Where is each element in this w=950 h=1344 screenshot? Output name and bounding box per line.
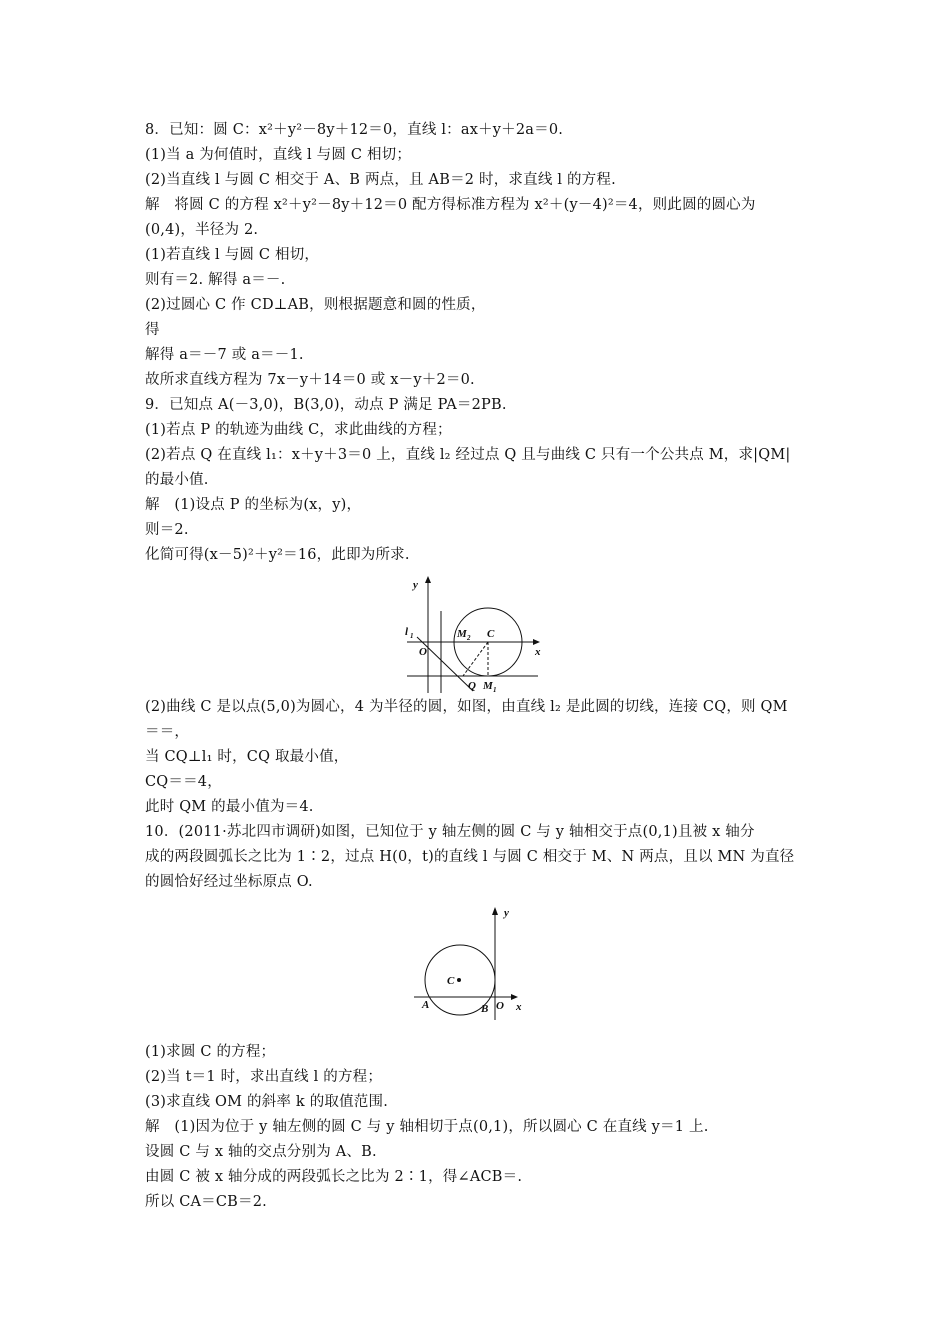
- problem-10-part-3: (3)求直线 OM 的斜率 k 的取值范围.: [145, 1094, 389, 1110]
- fig1-label-m1-sub: 1: [493, 686, 497, 694]
- fig2-y-arrow: [492, 907, 498, 915]
- fig2-center-dot: [457, 978, 461, 982]
- solution-8-line-5: (2)过圆心 C 作 CD⊥AB，则根据题意和圆的性质，: [145, 297, 486, 313]
- solution-8-line-4: 则有＝2. 解得 a＝－.: [145, 272, 286, 288]
- fig1-label-l1-sub: 1: [410, 632, 414, 640]
- solution-9-part-2-line-4: CQ＝＝4，: [145, 774, 222, 790]
- solution-8-line-8: 故所求直线方程为 7x－y＋14＝0 或 x－y＋2＝0.: [145, 372, 475, 388]
- fig1-label-o: O: [419, 646, 427, 658]
- problem-9-part-2-cont: 的最小值.: [145, 472, 209, 488]
- fig1-label-m2: M: [457, 628, 467, 640]
- fig2-label-b: B: [481, 1003, 489, 1015]
- problem-9-part-1: (1)若点 P 的轨迹为曲线 C，求此曲线的方程；: [145, 422, 452, 438]
- fig1-segment-cq: [463, 642, 488, 676]
- fig1-label-m1: M: [483, 680, 493, 692]
- fig2-label-x: x: [516, 1001, 522, 1013]
- solution-9-line-2: 则＝2.: [145, 522, 189, 538]
- problem-8-part-2: (2)当直线 l 与圆 C 相交于 A、B 两点，且 AB＝2 时，求直线 l 的方程.: [145, 172, 616, 188]
- figure-1-diagram: [395, 573, 555, 695]
- fig1-label-x: x: [535, 646, 541, 658]
- fig1-x-arrow: [533, 639, 540, 645]
- fig2-label-a: A: [422, 999, 430, 1011]
- solution-9-part-2-line-1: (2)曲线 C 是以点(5,0)为圆心，4 为半径的圆，如图，由直线 l₂ 是此圆的切线，连接 CQ，则 QM: [145, 699, 788, 715]
- solution-8-line-2: (0,4)，半径为 2.: [145, 222, 259, 238]
- problem-8-part-1: (1)当 a 为何值时，直线 l 与圆 C 相切；: [145, 147, 412, 163]
- problem-9-part-2: (2)若点 Q 在直线 l₁：x＋y＋3＝0 上，直线 l₂ 经过点 Q 且与曲线 C 只有一个公共点 M，求|QM|: [145, 447, 791, 463]
- solution-8-line-7: 解得 a＝－7 或 a＝－1.: [145, 347, 304, 363]
- problem-10-statement-1: 10．(2011·苏北四市调研)如图，已知位于 y 轴左侧的圆 C 与 y 轴相交于点(0,1)且被 x 轴分: [145, 824, 755, 840]
- fig1-label-m2-sub: 2: [467, 634, 471, 642]
- problem-9-statement: 9．已知点 A(－3,0)，B(3,0)，动点 P 满足 PA＝2PB.: [145, 397, 507, 413]
- fig1-label-l1: l: [405, 626, 409, 638]
- problem-10-part-2: (2)当 t＝1 时，求出直线 l 的方程；: [145, 1069, 383, 1085]
- solution-10-line-2: 设圆 C 与 x 轴的交点分别为 A、B.: [145, 1144, 377, 1160]
- solution-9-part-2-line-5: 此时 QM 的最小值为＝4.: [145, 799, 314, 815]
- solution-9-line-3: 化简可得(x－5)²＋y²＝16，此即为所求.: [145, 547, 410, 563]
- fig1-label-y: y: [413, 579, 418, 591]
- solution-8-line-6: 得: [145, 322, 160, 338]
- problem-8-statement: 8．已知：圆 C：x²＋y²－8y＋12＝0，直线 l：ax＋y＋2a＝0.: [145, 122, 564, 138]
- fig1-y-arrow: [425, 576, 431, 583]
- solution-9-part-2-line-2: ＝＝，: [145, 724, 190, 740]
- solution-8-line-3: (1)若直线 l 与圆 C 相切，: [145, 247, 320, 263]
- problem-10-statement-3: 的圆恰好经过坐标原点 O.: [145, 874, 313, 890]
- solution-10-line-3: 由圆 C 被 x 轴分成的两段弧长之比为 2∶1，得∠ACB＝.: [145, 1169, 523, 1185]
- solution-8-line-1: 解 将圆 C 的方程 x²＋y²－8y＋12＝0 配方得标准方程为 x²＋(y－4)²＝4，则此圆的圆心为: [145, 197, 756, 213]
- figure-2-diagram: [412, 900, 542, 1025]
- solution-10-line-4: 所以 CA＝CB＝2.: [145, 1194, 267, 1210]
- fig2-label-o: O: [496, 1000, 504, 1012]
- fig2-x-arrow: [511, 994, 518, 1000]
- solution-9-line-1: 解 (1)设点 P 的坐标为(x，y)，: [145, 497, 362, 513]
- fig1-label-c: C: [487, 628, 495, 640]
- fig2-label-y: y: [504, 907, 509, 919]
- fig1-label-q: Q: [468, 680, 476, 692]
- problem-10-part-1: (1)求圆 C 的方程；: [145, 1044, 276, 1060]
- fig2-label-c: C: [447, 975, 455, 987]
- solution-10-line-1: 解 (1)因为位于 y 轴左侧的圆 C 与 y 轴相切于点(0,1)，所以圆心 C 在直线 y＝1 上.: [145, 1119, 709, 1135]
- solution-9-part-2-line-3: 当 CQ⊥l₁ 时，CQ 取最小值，: [145, 749, 349, 765]
- problem-10-statement-2: 成的两段圆弧长之比为 1∶2，过点 H(0，t)的直线 l 与圆 C 相交于 M、N 两点，且以 MN 为直径: [145, 849, 795, 865]
